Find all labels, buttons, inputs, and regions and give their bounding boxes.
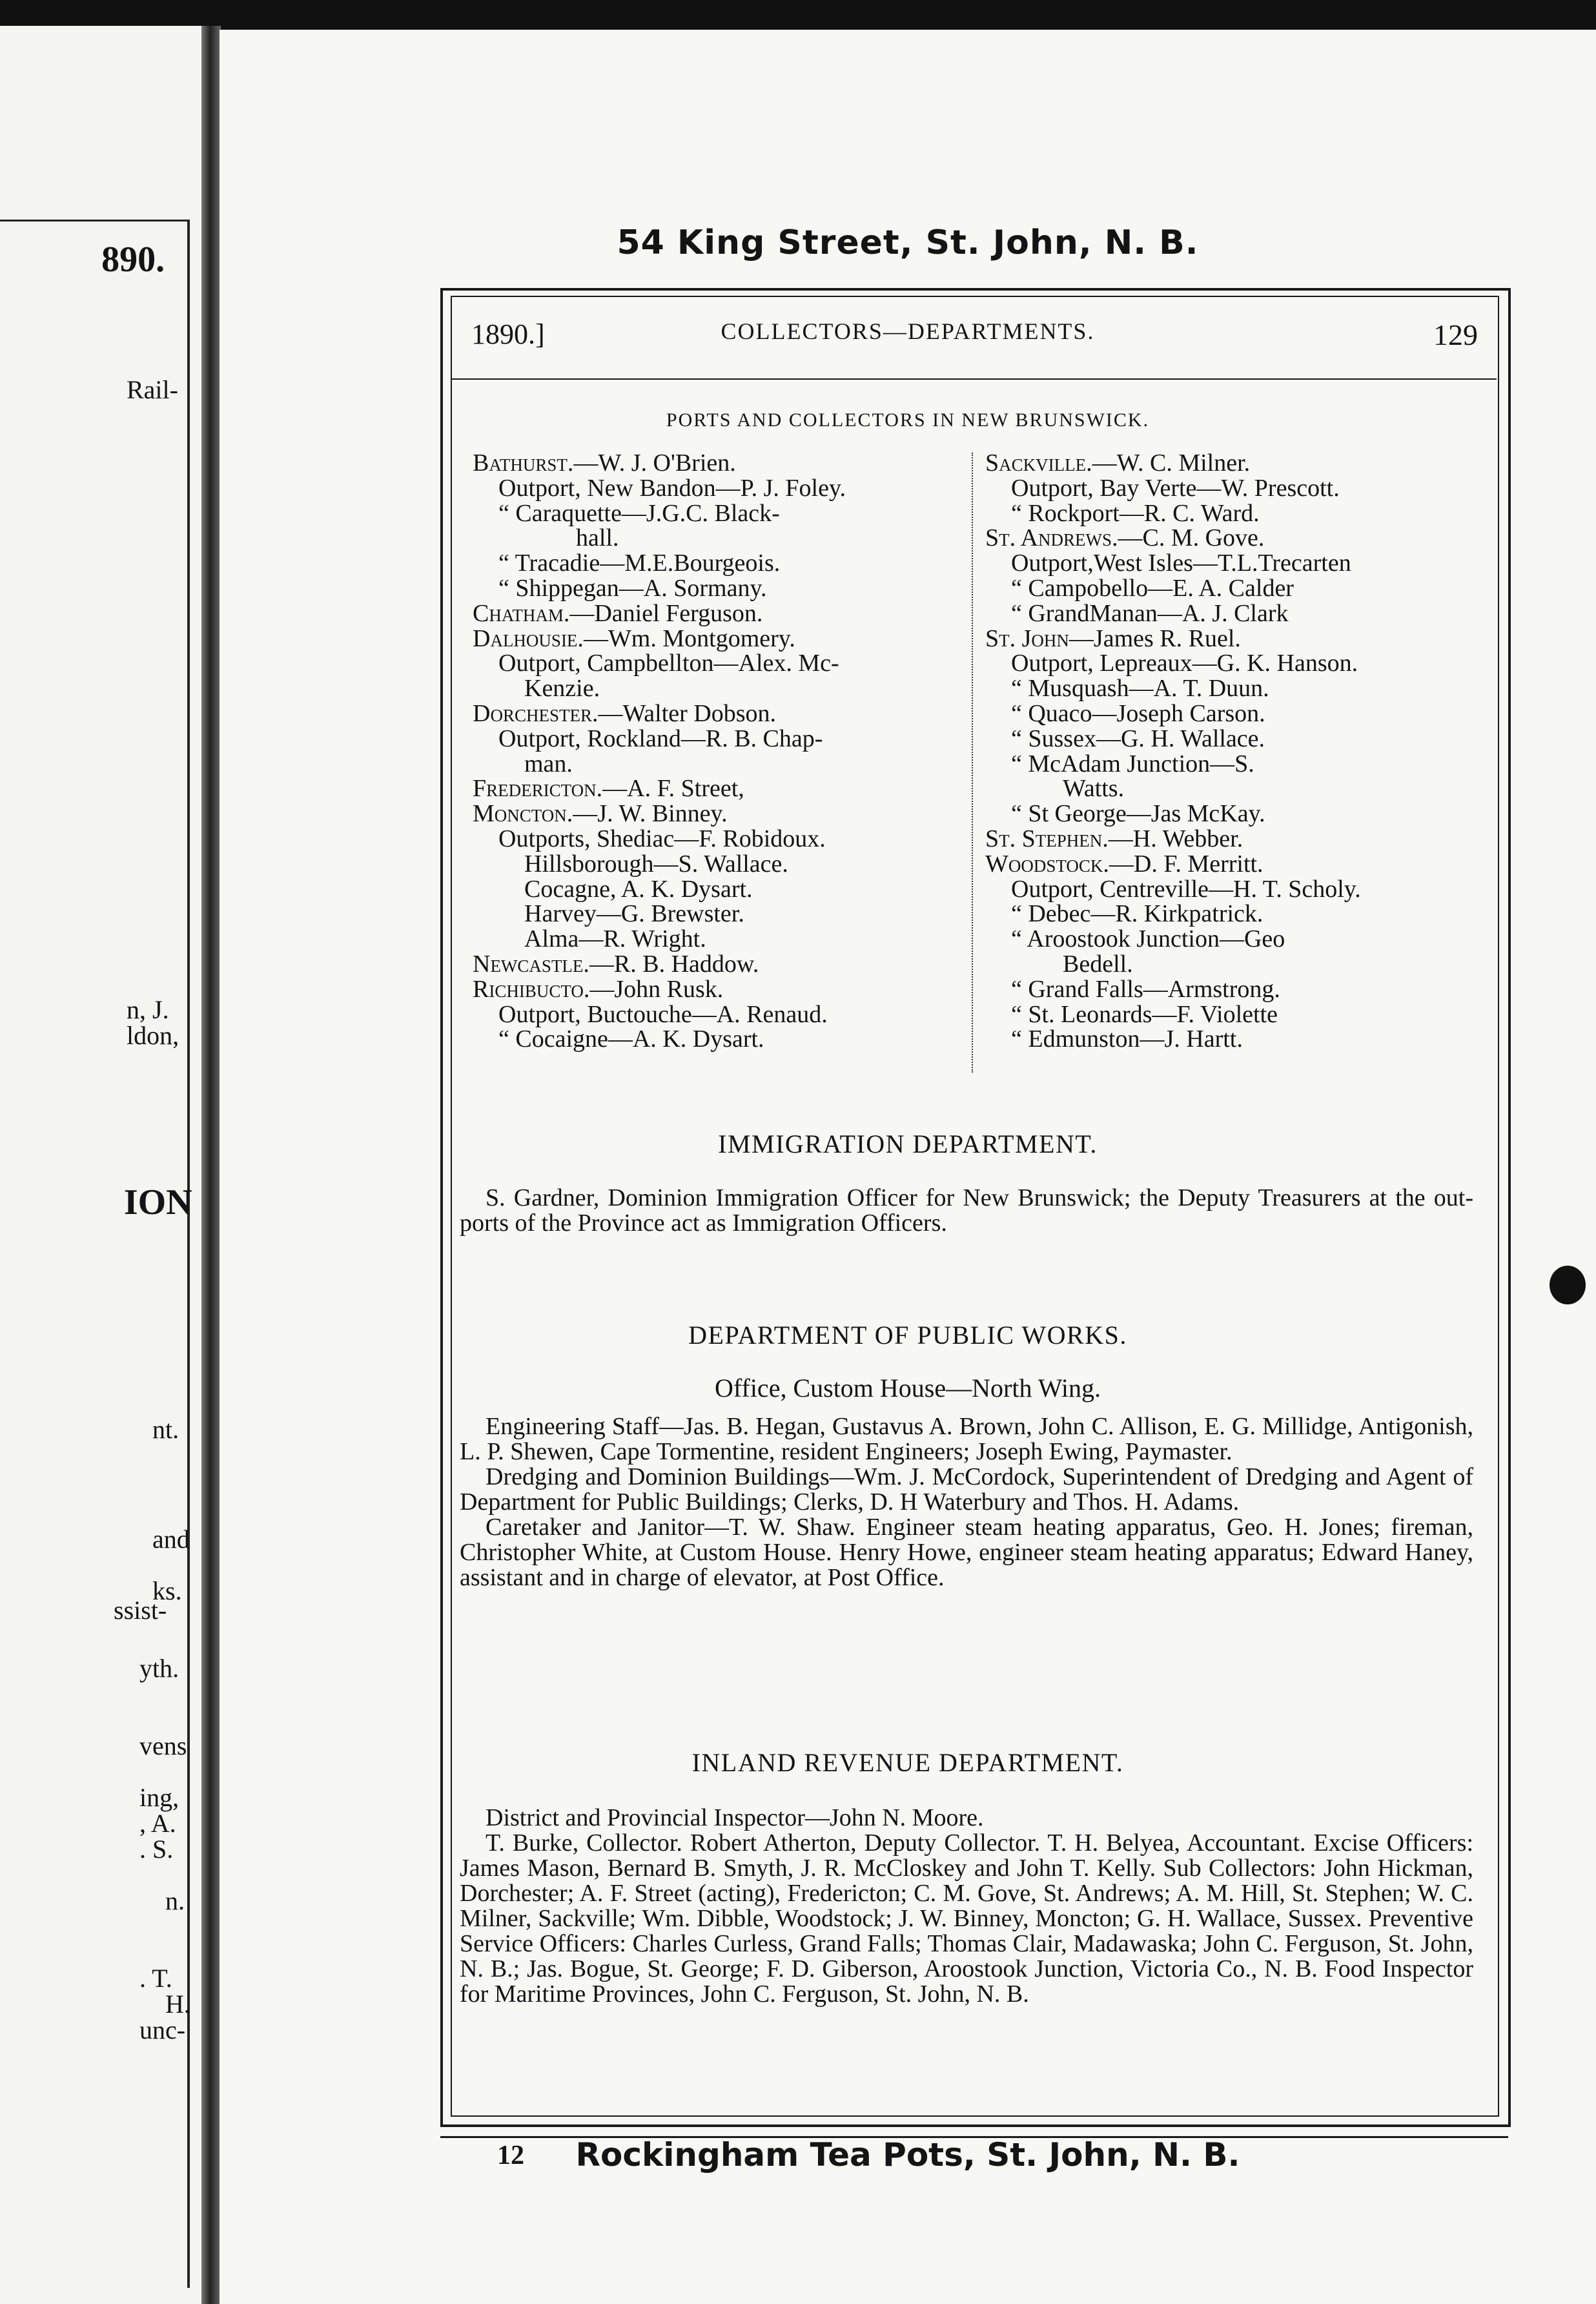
port-entry	[473, 726, 989, 752]
port-entry	[985, 451, 1495, 476]
port-collector: Bedell.	[1063, 950, 1133, 978]
port-collector: “ Tracadie—M.E.Bourgeois.	[498, 550, 781, 577]
port-entry	[473, 901, 989, 927]
port-entry	[985, 901, 1495, 927]
port-entry	[985, 626, 1495, 652]
port-entry	[473, 551, 989, 576]
facing-page-fragment: Rail-	[127, 375, 178, 404]
port-collector: Outport, Bay Verte—W. Prescott.	[1011, 474, 1340, 502]
directory-page	[220, 30, 1596, 2304]
port-entry	[473, 701, 989, 726]
port-entry	[473, 501, 989, 526]
running-head-title: COLLECTORS—DEPARTMENTS.	[721, 318, 1095, 344]
port-collector: Outport, Centreville—H. T. Scholy.	[1011, 875, 1361, 903]
port-entry	[985, 501, 1495, 526]
port-entry	[985, 701, 1495, 726]
port-entry	[985, 551, 1495, 576]
port-collector: Hillsborough—S. Wallace.	[524, 850, 788, 878]
port-collector: Watts.	[1063, 775, 1125, 803]
port-collector: Outports, Shediac—F. Robidoux.	[498, 825, 826, 852]
port-collector: “ Caraquette—J.G.C. Black-	[498, 499, 780, 527]
port-collector: —R. B. Haddow.	[589, 950, 759, 978]
port-entry	[985, 1027, 1495, 1052]
public-works-heading: DEPARTMENT OF PUBLIC WORKS.	[688, 1321, 1127, 1350]
port-collector: “ Aroostook Junction—Geo	[1011, 925, 1285, 953]
port-entry	[473, 626, 989, 652]
port-entry	[985, 601, 1495, 626]
port-entry	[473, 651, 989, 676]
port-name: Fredericton.	[473, 775, 603, 803]
port-collector: “ St. Leonards—F. Violette	[1011, 1000, 1278, 1028]
footer-number: 12	[497, 2141, 524, 2170]
port-entry	[473, 776, 989, 801]
port-entry	[985, 651, 1495, 676]
facing-page-fragment: ing,	[139, 1783, 179, 1812]
port-name: Richibucto.	[473, 975, 590, 1003]
port-name: St. Stephen.	[985, 825, 1109, 852]
port-name: St. John	[985, 624, 1069, 652]
port-entry	[985, 977, 1495, 1002]
running-head-rule	[451, 378, 1497, 380]
top-advertisement: 54 King Street, St. John, N. B.	[617, 223, 1199, 262]
port-collector: “ Edmunston—J. Hartt.	[1011, 1025, 1243, 1053]
inland-revenue-paragraph: T. Burke, Collector. Robert Atherton, Deputy Collector. T. H. Belyea, Accountant. Excise Officers: James Mason, Bernard B. Smyth, J. R. McCloskey and John T. Kelly. Sub Collectors: John Hickman, Dorchester; A. F. Street (acting), Fredericton; C. M. Gove, St. Andrews; A. M. Hill, St. Stephen; W. C. Milner, Sackville; Wm. Dibble, Woodstock; J. W. Binney, Moncton; G. H. Wallace, Sussex. Preventive Service Officers: Charles Curless, Grand Falls; Thomas Clair, Madawaska; John C. Ferguson, St. John, N. B.; Jas. Bogue, St. George; F. D. Giberson, Aroostook Junction, Victoria Co., N. B. Food Inspector for Maritime Provinces, John C. Ferguson, St. John, N. B.	[460, 1829, 1473, 2008]
port-entry	[985, 852, 1495, 877]
port-name: St. Andrews.	[985, 524, 1118, 552]
port-collector: —A. F. Street,	[602, 775, 744, 803]
port-collector: “ Musquash—A. T. Duun.	[1011, 675, 1269, 703]
port-entry	[985, 952, 1495, 977]
port-collector: hall.	[576, 524, 619, 552]
port-name: Dalhousie.	[473, 624, 584, 652]
port-collector: “ Quaco—Joseph Carson.	[1011, 699, 1265, 727]
facing-page-fragment: nt.	[152, 1415, 179, 1444]
port-collector: “ Cocaigne—A. K. Dysart.	[498, 1025, 764, 1053]
ports-column-right	[985, 451, 1495, 1052]
port-name: Woodstock.	[985, 850, 1109, 878]
public-works-text	[460, 1414, 1473, 1590]
port-collector: “ St George—Jas McKay.	[1011, 800, 1265, 828]
port-entry	[473, 576, 989, 601]
port-entry	[985, 476, 1495, 501]
inland-revenue-text	[460, 1805, 1473, 2007]
port-entry	[985, 827, 1495, 852]
port-entry	[473, 801, 989, 827]
port-collector: “ Shippegan—A. Sormany.	[498, 574, 767, 602]
port-name: Chatham.	[473, 599, 570, 627]
public-works-paragraph: Dredging and Dominion Buildings—Wm. J. McCordock, Superintendent of Dredging and Agent of Department for Public Buildings; Clerks, D. H Waterbury and Thos. H. Adams.	[460, 1463, 1473, 1516]
port-entry	[473, 526, 989, 551]
facing-page-fragment: ssist-	[114, 1596, 167, 1625]
port-collector: Outport,West Isles—T.L.Trecarten	[1011, 550, 1351, 577]
port-collector: “ Sussex—G. H. Wallace.	[1011, 725, 1265, 752]
port-collector: Outport, New Bandon—P. J. Foley.	[498, 474, 846, 502]
facing-page-fragment: n, J.	[127, 995, 169, 1024]
port-collector: “ Rockport—R. C. Ward.	[1011, 499, 1260, 527]
port-collector: “ GrandManan—A. J. Clark	[1011, 599, 1289, 627]
immigration-text	[460, 1186, 1473, 1236]
port-name: Sackville.	[985, 449, 1092, 477]
port-collector: Cocagne, A. K. Dysart.	[524, 875, 753, 903]
port-entry	[985, 877, 1495, 902]
port-name: Dorchester.	[473, 699, 598, 727]
port-entry	[473, 451, 989, 476]
port-entry	[473, 1027, 989, 1052]
port-name: Moncton.	[473, 800, 573, 828]
port-collector: “ Grand Falls—Armstrong.	[1011, 975, 1280, 1003]
port-entry	[473, 1002, 989, 1027]
port-name: Newcastle.	[473, 950, 589, 978]
public-works-office: Office, Custom House—North Wing.	[715, 1373, 1101, 1403]
port-entry	[985, 576, 1495, 601]
port-collector: —Daniel Ferguson.	[569, 599, 763, 627]
port-entry	[473, 927, 989, 952]
column-divider	[972, 453, 973, 1073]
port-collector: Harvey—G. Brewster.	[524, 900, 744, 928]
port-collector: man.	[524, 750, 573, 777]
port-collector: —W. J. O'Brien.	[573, 449, 736, 477]
port-collector: Kenzie.	[524, 675, 600, 703]
facing-page-fragment: , A.	[139, 1809, 176, 1838]
port-collector: “ McAdam Junction—S.	[1011, 750, 1254, 777]
port-entry	[473, 827, 989, 852]
immigration-heading: IMMIGRATION DEPARTMENT.	[718, 1129, 1098, 1158]
bottom-advertisement: Rockingham Tea Pots, St. John, N. B.	[575, 2136, 1240, 2174]
inland-revenue-heading: INLAND REVENUE DEPARTMENT.	[691, 1748, 1124, 1777]
port-entry	[473, 852, 989, 877]
port-collector: —J. W. Binney.	[573, 800, 728, 828]
page-edge-blot	[1550, 1266, 1586, 1304]
port-entry	[473, 977, 989, 1002]
port-collector: —C. M. Gove.	[1118, 524, 1265, 552]
port-collector: —W. C. Milner.	[1092, 449, 1251, 477]
port-entry	[473, 752, 989, 777]
facing-page	[0, 26, 201, 2304]
port-entry	[473, 476, 989, 501]
port-entry	[473, 952, 989, 977]
public-works-paragraph: Engineering Staff—Jas. B. Hegan, Gustavus A. Brown, John C. Allison, E. G. Millidge, Antigonish, L. P. Shewen, Cape Tormentine, resident Engineers; Joseph Ewing, Paymaster.	[460, 1413, 1473, 1465]
port-collector: Outport, Rockland—R. B. Chap-	[498, 725, 823, 752]
port-entry	[985, 776, 1495, 801]
port-collector: Outport, Campbellton—Alex. Mc-	[498, 650, 839, 677]
port-entry	[985, 927, 1495, 952]
port-collector: —H. Webber.	[1108, 825, 1243, 852]
port-collector: “ Debec—R. Kirkpatrick.	[1011, 900, 1264, 928]
port-entry	[473, 601, 989, 626]
running-head-year: 1890.]	[471, 318, 545, 350]
port-collector: —Wm. Montgomery.	[583, 624, 795, 652]
book-gutter	[201, 26, 221, 2304]
facing-page-fragment: unc-	[139, 2015, 186, 2044]
port-collector: “ Campobello—E. A. Calder	[1011, 574, 1294, 602]
facing-page-fragment: and	[152, 1525, 190, 1554]
public-works-paragraph: Caretaker and Janitor—T. W. Shaw. Engineer steam heating apparatus, Geo. H. Jones; fireman, Christopher White, at Custom House. Henry Howe, engineer steam heating apparatus; Edward Haney, assistant and in charge of elevator, at Post Office.	[460, 1514, 1473, 1591]
port-entry	[985, 726, 1495, 752]
facing-page-fragment: yth.	[139, 1654, 179, 1683]
facing-page-fragment: H.	[165, 1990, 190, 2019]
port-collector: —James R. Ruel.	[1069, 624, 1241, 652]
port-collector: Alma—R. Wright.	[524, 925, 706, 953]
facing-page-fragment: ks.	[152, 1576, 182, 1605]
port-collector: Outport, Buctouche—A. Renaud.	[498, 1000, 828, 1028]
immigration-paragraph: S. Gardner, Dominion Immigration Officer for New Brunswick; the Deputy Treasurers at the out-ports of the Province act as Immigration Officers.	[460, 1184, 1473, 1237]
port-name: Bathurst.	[473, 449, 574, 477]
port-entry	[985, 526, 1495, 551]
port-collector: —Walter Dobson.	[598, 699, 777, 727]
page-number: 129	[1433, 318, 1478, 351]
port-collector: Outport, Lepreaux—G. K. Hanson.	[1011, 650, 1358, 677]
facing-page-fragment: ION	[123, 1182, 192, 1222]
facing-page-fragment: . S.	[139, 1835, 174, 1864]
ports-heading: PORTS AND COLLECTORS IN NEW BRUNSWICK.	[666, 409, 1150, 431]
ports-column-left	[473, 451, 989, 1052]
port-entry	[985, 801, 1495, 827]
facing-page-fragment: n.	[165, 1886, 185, 1915]
facing-page-fragment: . T.	[139, 1964, 172, 1993]
port-collector: —D. F. Merritt.	[1109, 850, 1264, 878]
port-entry	[473, 676, 989, 701]
port-entry	[985, 752, 1495, 777]
facing-page-fragment: vens	[139, 1731, 187, 1760]
port-entry	[473, 877, 989, 902]
port-entry	[985, 676, 1495, 701]
facing-page-fragment: ldon,	[127, 1021, 179, 1050]
facing-page-fragment: 890.	[101, 240, 165, 280]
port-entry	[985, 1002, 1495, 1027]
port-collector: —John Rusk.	[589, 975, 724, 1003]
inland-revenue-paragraph: District and Provincial Inspector—John N. Moore.	[486, 1804, 984, 1831]
